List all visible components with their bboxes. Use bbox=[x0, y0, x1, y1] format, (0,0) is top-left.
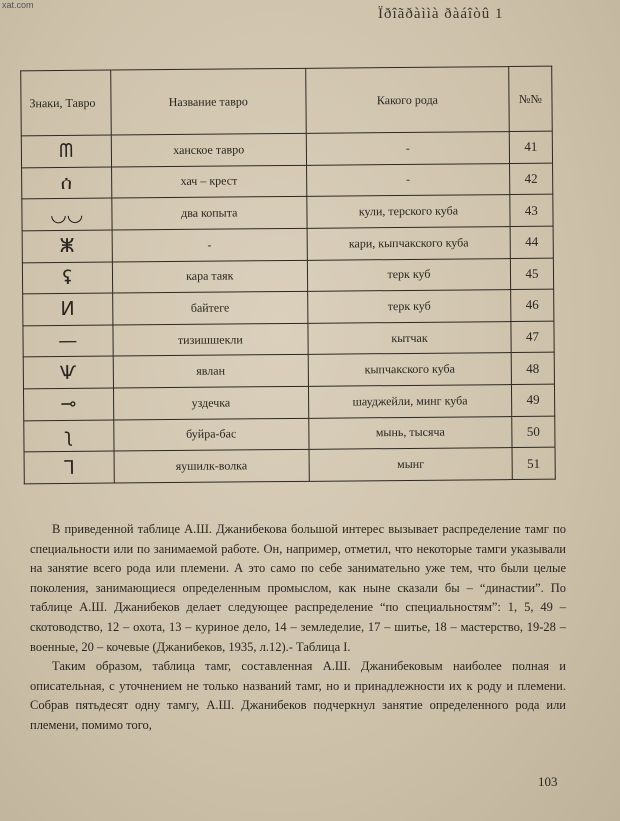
row-number: 45 bbox=[510, 258, 553, 290]
clan-cell: терк куб bbox=[307, 258, 510, 291]
table-row bbox=[23, 321, 554, 357]
tamga-name: два копыта bbox=[111, 197, 307, 230]
clan-cell: - bbox=[306, 132, 509, 165]
tamga-name: - bbox=[112, 228, 308, 261]
table-row bbox=[24, 447, 555, 483]
row-number: 49 bbox=[511, 384, 554, 416]
table-row bbox=[22, 194, 553, 230]
tamga-name: байтеге bbox=[112, 291, 308, 324]
running-head: Ïðîãðàììà ðàáîòû 1 bbox=[378, 6, 504, 22]
table-row bbox=[23, 384, 554, 420]
tamga-name: буйра-бас bbox=[113, 418, 309, 451]
table-row bbox=[23, 353, 554, 389]
header-clan: Какого рода bbox=[306, 67, 509, 134]
table-row bbox=[22, 226, 553, 262]
tamga-sign: ሰ bbox=[22, 167, 112, 199]
tamga-sign: Ѱ bbox=[23, 356, 113, 388]
table-header-row bbox=[21, 66, 553, 136]
clan-cell: - bbox=[307, 163, 510, 196]
tamga-table bbox=[20, 66, 556, 485]
tamga-sign: ⊸ bbox=[23, 388, 113, 420]
clan-cell: шауджейли, минг куба bbox=[308, 385, 511, 418]
tamga-sign: ⵥ bbox=[22, 230, 112, 262]
tamga-sign: ʅ bbox=[24, 420, 114, 452]
table-row bbox=[22, 258, 553, 294]
tamga-name: уздечка bbox=[113, 386, 309, 419]
body-text bbox=[30, 520, 566, 736]
tamga-sign: ᗰ bbox=[21, 135, 111, 167]
header-tamga-name: Название тавро bbox=[110, 68, 306, 135]
tamga-name: кара таяк bbox=[112, 260, 308, 293]
tamga-name: явлан bbox=[113, 355, 309, 388]
clan-cell: терк куб bbox=[308, 290, 511, 323]
clan-cell: кытчак bbox=[308, 321, 511, 354]
row-number: 46 bbox=[511, 289, 554, 321]
row-number: 48 bbox=[511, 353, 554, 385]
clan-cell: мынг bbox=[309, 448, 512, 482]
clan-cell: кули, терского куба bbox=[307, 195, 510, 228]
row-number: 44 bbox=[510, 226, 553, 258]
table-row bbox=[21, 131, 552, 167]
page-number: 103 bbox=[538, 774, 558, 789]
table-row bbox=[24, 416, 555, 452]
tamga-name: тизишшекли bbox=[112, 323, 308, 356]
row-number: 50 bbox=[512, 416, 555, 448]
header-number: №№ bbox=[509, 66, 553, 131]
tamga-sign: ᒣ bbox=[24, 451, 114, 484]
tamga-name: ханское тавро bbox=[111, 133, 307, 166]
header-signs: Знаки, Тавро bbox=[21, 70, 111, 136]
row-number: 42 bbox=[509, 163, 552, 195]
paragraph: В приведенной таблице А.Ш. Джанибекова большой интерес вызывает распределение тамг по специальности или по занимаемой работе. Он, например, отметил, что некоторые тамги указывали на занятие всего рода или племени. А это само по себе занимательно уже тем, что были целые поколения, занимающиеся определенным промыслом, как ныне сказали бы – “династии”. По таблице А.Ш. Джанибеков делает следующее распределение “по специальностям”: 1, 5, 49 – скотоводство, 12 – охота, 13 – куриное дело, 14 – земледелие, 17 – шитье, 18 – мастерство, 19-28 – военные, 20 – кочевые (Джанибеков, 1935, л.12).- Таблица I. bbox=[30, 522, 566, 654]
paragraph: Таким образом, таблица тамг, составленная А.Ш. Джанибековым наиболее полная и описательная, с уточнением не только названий тамг, но и принадлежности их к роду и племени. Собрав пятьдесят одну тамгу, А.Ш. Джанибеков подчеркнул занятие определенного рода или племени, помимо того, bbox=[30, 659, 566, 732]
site-watermark: xat.com bbox=[2, 0, 34, 10]
row-number: 41 bbox=[509, 131, 552, 163]
table-row bbox=[23, 289, 554, 325]
tamga-sign: И bbox=[23, 293, 113, 325]
tamga-sign: ʢ bbox=[22, 262, 112, 294]
tamga-name: хач – крест bbox=[111, 165, 307, 198]
clan-cell: мынь, тысяча bbox=[309, 416, 512, 449]
tamga-sign: — bbox=[23, 325, 113, 357]
clan-cell: кари, кыпчакского куба bbox=[307, 226, 510, 259]
row-number: 51 bbox=[512, 447, 555, 479]
clan-cell: кыпчакского куба bbox=[308, 353, 511, 386]
table-row bbox=[22, 163, 553, 199]
tamga-sign: ◡◡ bbox=[22, 198, 112, 230]
row-number: 47 bbox=[511, 321, 554, 353]
tamga-name: яушилк-волка bbox=[114, 450, 310, 483]
row-number: 43 bbox=[510, 194, 553, 226]
